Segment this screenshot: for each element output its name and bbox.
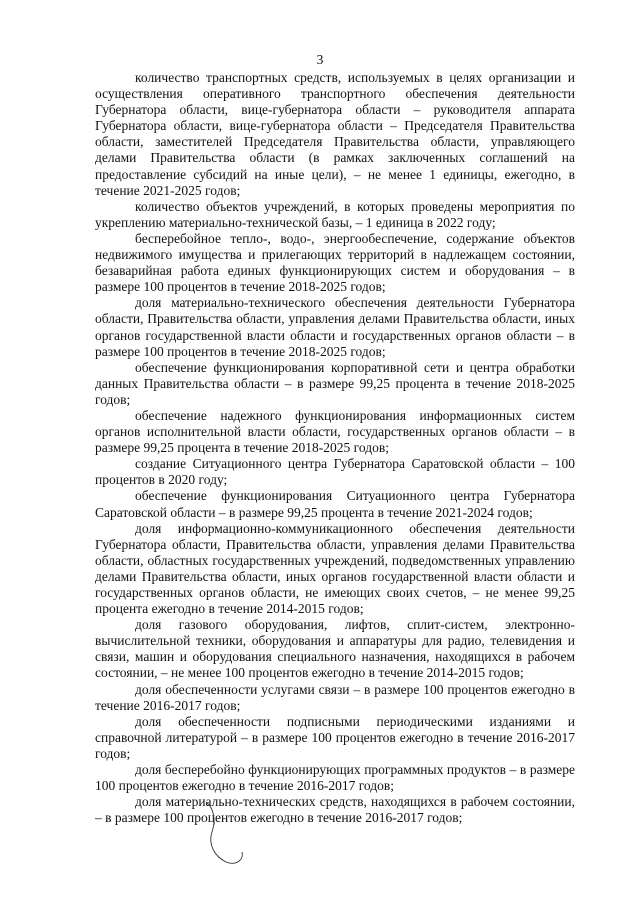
- paragraph: количество объектов учреждений, в которых проведены мероприятия по укреплению материально-технической базы, – 1 единица в 2022 году;: [95, 198, 575, 230]
- document-body: [95, 70, 575, 826]
- paragraph: бесперебойное тепло-, водо-, энергообеспечение, содержание объектов недвижимого имущества и прилегающих территорий в надлежащем состоянии, безаварийная работа единых функционирующих систем и оборудования – в размере 100 процентов в течение 2018-2025 годов;: [95, 230, 575, 295]
- paragraph: создание Ситуационного центра Губернатора Саратовской области – 100 процентов в 2020 году;: [95, 456, 575, 488]
- paragraph: обеспечение надежного функционирования информационных систем органов исполнительной власти области, государственных органов области – в размере 99,25 процента в течение 2018-2025 годов;: [95, 407, 575, 456]
- paragraph: доля газового оборудования, лифтов, сплит-систем, электронно-вычислительной техники, оборудования и аппаратуры для радио, телевидения и связи, машин и оборудования специального назначения, находящихся в рабочем состоянии, – не менее 100 процентов ежегодно в течение 2014-2015 годов;: [95, 617, 575, 681]
- paragraph: доля материально-технического обеспечения деятельности Губернатора области, Правительства области, управления делами Правительства области, иных органов государственной власти области и государственных органов области – в размере 100 процентов в течение 2018-2025 годов;: [95, 295, 575, 359]
- paragraph: доля бесперебойно функционирующих программных продуктов – в размере 100 процентов ежегодно в течение 2016-2017 годов;: [95, 762, 575, 794]
- paragraph: доля обеспеченности услугами связи – в размере 100 процентов ежегодно в течение 2016-2017 годов;: [95, 681, 575, 713]
- paragraph: доля информационно-коммуникационного обеспечения деятельности Губернатора области, Правительства области, управления делами Правительства области, областных государственных учреждений, подведомственных управлению делами Правительства области, иных органов государственной власти области и государственных органов области, не имеющих своих счетов, – не менее 99,25 процента ежегодно в течение 2014-2015 годов;: [95, 520, 575, 617]
- paragraph: количество транспортных средств, используемых в целях организации и осуществления оперативного транспортного обеспечения деятельности Губернатора области, вице-губернатора области – руководителя аппарата Губернатора области, вице-губернатора области – Председателя Правительства области, заместителей Председателя Правительства области, управляющего делами Правительства области (в рамках заключенных соглашений на предоставление субсидий на иные цели), – не менее 1 единицы, ежегодно, в течение 2021-2025 годов;: [95, 70, 575, 198]
- paragraph: доля обеспеченности подписными периодическими изданиями и справочной литературой – в размере 100 процентов ежегодно в течение 2016-2017 годов;: [95, 713, 575, 761]
- paragraph: обеспечение функционирования Ситуационного центра Губернатора Саратовской области – в размере 99,25 процента в течение 2021-2024 годов;: [95, 488, 575, 520]
- page-number: 3: [316, 52, 324, 67]
- paragraph: обеспечение функционирования корпоративной сети и центра обработки данных Правительства области – в размере 99,25 процента в течение 2018-2025 годов;: [95, 359, 575, 407]
- paragraph: доля материально-технических средств, находящихся в рабочем состоянии, – в размере 100 процентов ежегодно в течение 2016-2017 годов;: [95, 794, 575, 826]
- handwritten-signature: [196, 798, 248, 868]
